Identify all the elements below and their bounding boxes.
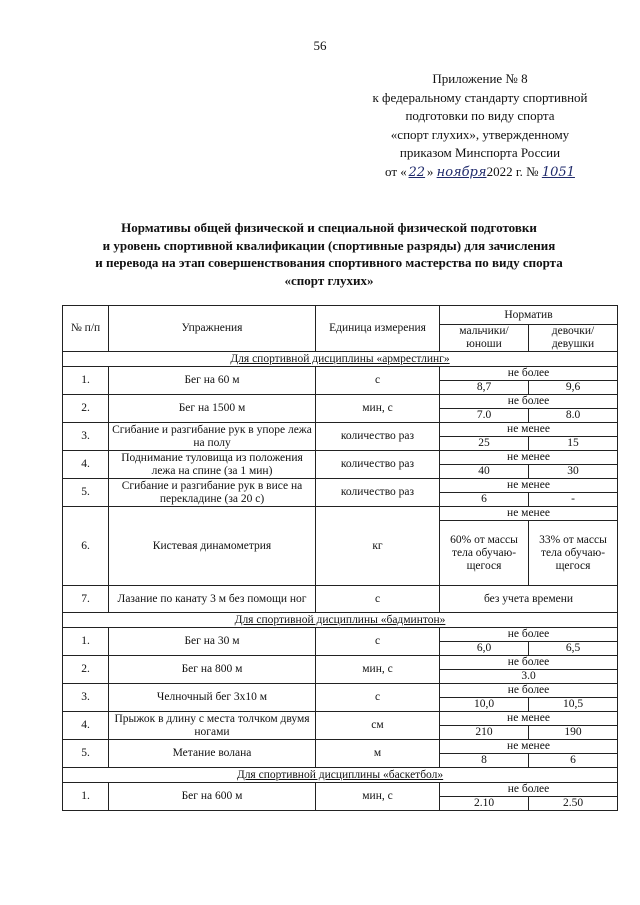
row-exercise: Поднимание туловища из положения лежа на спине (за 1 мин) [109, 451, 316, 479]
row-exercise: Сгибание и разгибание рук в висе на перекладине (за 20 с) [109, 479, 316, 507]
row-unit: с [316, 628, 440, 656]
appendix-line: Приложение № 8 [432, 71, 528, 86]
value-boys: 6,0 [440, 642, 529, 656]
row-num: 4. [63, 451, 109, 479]
row-exercise: Бег на 800 м [109, 656, 316, 684]
value-merged: 3.0 [440, 670, 618, 684]
row-unit: с [316, 684, 440, 712]
row-unit: количество раз [316, 451, 440, 479]
header-girls: девочки/ девушки [529, 325, 618, 352]
date-year: 2022 г. № [486, 163, 539, 179]
header-unit: Единица измерения [316, 306, 440, 352]
value-girls: 6 [529, 754, 618, 768]
row-condition: не более [440, 628, 618, 642]
appendix-block [330, 70, 630, 182]
row-unit: количество раз [316, 479, 440, 507]
header-exercise: Упражнения [109, 306, 316, 352]
row-num: 2. [63, 656, 109, 684]
row-unit: мин, с [316, 783, 440, 811]
row-unit: см [316, 712, 440, 740]
value-boys: 10,0 [440, 698, 529, 712]
row-num: 6. [63, 507, 109, 586]
row-unit: мин, с [316, 656, 440, 684]
row-condition: не менее [440, 507, 618, 521]
value-boys: 8,7 [440, 381, 529, 395]
handwritten-day: 22 [408, 164, 426, 180]
row-num: 5. [63, 740, 109, 768]
row-exercise: Бег на 1500 м [109, 395, 316, 423]
row-condition: не менее [440, 479, 618, 493]
row-num: 5. [63, 479, 109, 507]
section-title: Для спортивной дисциплины «армрестлинг» [63, 352, 618, 367]
row-num: 1. [63, 367, 109, 395]
header-boys: мальчики/ юноши [440, 325, 529, 352]
row-num: 2. [63, 395, 109, 423]
value-girls: 10,5 [529, 698, 618, 712]
row-exercise: Прыжок в длину с места толчком двумя ногами [109, 712, 316, 740]
row-exercise: Сгибание и разгибание рук в упоре лежа на полу [109, 423, 316, 451]
value-boys: 25 [440, 437, 529, 451]
row-unit: кг [316, 507, 440, 586]
value-boys: 60% от массы тела обучаю-щегося [440, 521, 529, 586]
page-number: 56 [313, 38, 327, 53]
value-girls: - [529, 493, 618, 507]
row-exercise: Бег на 60 м [109, 367, 316, 395]
row-condition: не менее [440, 712, 618, 726]
appendix-line: приказом Минспорта России [399, 145, 561, 160]
value-boys: 8 [440, 754, 529, 768]
row-condition: не более [440, 395, 618, 409]
row-num: 1. [63, 783, 109, 811]
handwritten-order-number: 1051 [541, 164, 575, 180]
title-line: «спорт глухих» [284, 272, 374, 288]
title-line: и перевода на этап совершенствования спортивного мастерства по виду спорта [95, 255, 563, 270]
appendix-line: «спорт глухих», утвержденному [390, 126, 570, 142]
document-title [40, 219, 618, 289]
appendix-line: подготовки по виду спорта [405, 108, 555, 123]
row-condition: не более [440, 656, 618, 670]
row-unit: с [316, 367, 440, 395]
row-exercise: Метание волана [109, 740, 316, 768]
section-title: Для спортивной дисциплины «баскетбол» [63, 768, 618, 783]
row-num: 4. [63, 712, 109, 740]
value-boys: 6 [440, 493, 529, 507]
value-boys: 2.10 [440, 797, 529, 811]
row-unit: количество раз [316, 423, 440, 451]
value-girls: 8.0 [529, 409, 618, 423]
value-girls: 15 [529, 437, 618, 451]
row-num: 1. [63, 628, 109, 656]
row-condition: не менее [440, 740, 618, 754]
date-prefix: от « [385, 163, 407, 179]
value-girls: 2.50 [529, 797, 618, 811]
appendix-date-line [330, 163, 630, 183]
row-condition: не более [440, 367, 618, 381]
row-exercise: Кистевая динамометрия [109, 507, 316, 586]
value-merged: без учета времени [440, 586, 618, 613]
row-condition: не более [440, 783, 618, 797]
value-girls: 9,6 [529, 381, 618, 395]
handwritten-month: ноября [436, 164, 487, 180]
appendix-line: к федеральному стандарту спортивной [372, 89, 588, 105]
value-girls: 190 [529, 726, 618, 740]
value-girls: 30 [529, 465, 618, 479]
title-line: и уровень спортивной квалификации (спортивные разряды) для зачисления [102, 237, 556, 253]
header-norm: Норматив [440, 306, 618, 325]
row-unit: мин, с [316, 395, 440, 423]
norms-table [62, 305, 618, 811]
row-condition: не более [440, 684, 618, 698]
row-unit: с [316, 586, 440, 613]
row-exercise: Бег на 600 м [109, 783, 316, 811]
row-exercise: Челночный бег 3x10 м [109, 684, 316, 712]
title-line: Нормативы общей физической и специальной физической подготовки [121, 220, 537, 235]
value-boys: 7.0 [440, 409, 529, 423]
header-num: № п/п [63, 306, 109, 352]
row-exercise: Лазание по канату 3 м без помощи ног [109, 586, 316, 613]
row-num: 3. [63, 423, 109, 451]
row-unit: м [316, 740, 440, 768]
value-boys: 210 [440, 726, 529, 740]
row-condition: не менее [440, 451, 618, 465]
row-num: 3. [63, 684, 109, 712]
date-mid: » [426, 163, 434, 179]
value-girls: 6,5 [529, 642, 618, 656]
row-condition: не менее [440, 423, 618, 437]
value-boys: 40 [440, 465, 529, 479]
section-title: Для спортивной дисциплины «бадминтон» [63, 613, 618, 628]
row-exercise: Бег на 30 м [109, 628, 316, 656]
row-num: 7. [63, 586, 109, 613]
value-girls: 33% от массы тела обучаю-щегося [529, 521, 618, 586]
